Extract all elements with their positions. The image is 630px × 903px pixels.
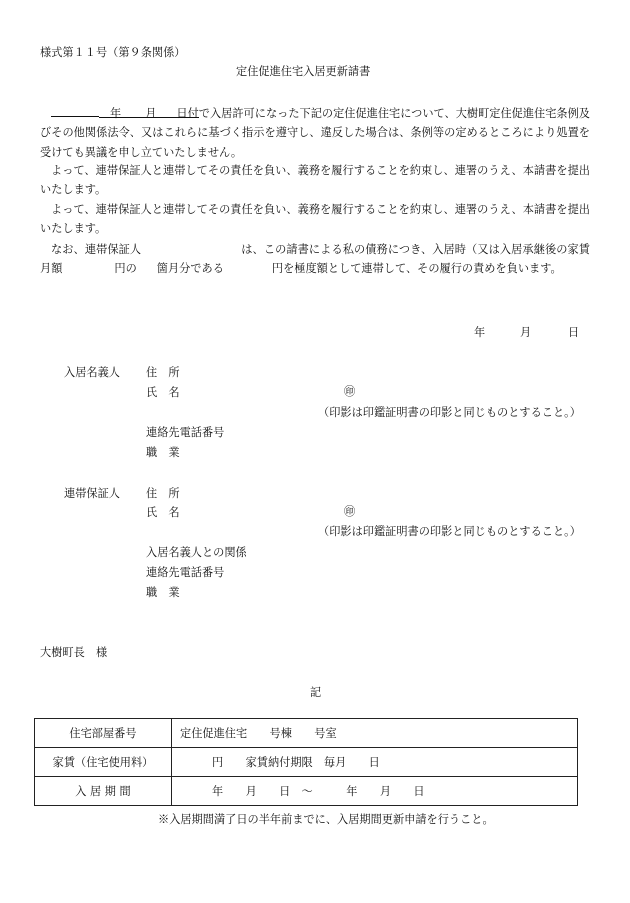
room-number-label: 住宅部屋番号 (35, 719, 172, 748)
room-number-value: 定住促進住宅 号棟 号室 (172, 719, 578, 748)
form-number: 様式第１１号（第９条関係） (40, 46, 186, 59)
tenant-address-label: 住 所 (146, 366, 180, 379)
date-day: 日 (568, 326, 580, 339)
tenant-occupation-label: 職 業 (146, 446, 180, 459)
date-year: 年 (474, 326, 486, 339)
day-label: 日付 (176, 107, 199, 120)
table-row (35, 719, 578, 748)
paragraph-4 (40, 240, 590, 279)
p4-c: 円の (114, 262, 137, 276)
guarantor-name-label: 氏 名 (146, 506, 180, 519)
tenant-seal-note: （印影は印鑑証明書の印影と同じものとすること。） (318, 406, 581, 419)
period-value: 年 月 日 〜 年 月 日 (172, 777, 578, 806)
table-row (35, 777, 578, 806)
details-table (34, 718, 578, 806)
document-title: 定住促進住宅入居更新請書 (236, 65, 371, 78)
guarantor-address-label: 住 所 (146, 487, 180, 500)
date-month: 月 (520, 326, 532, 339)
guarantor-seal-mark: ㊞ (344, 505, 356, 518)
month-label: 月 (145, 107, 157, 120)
underlined-date (99, 104, 199, 118)
rent-value: 円 家賃納付期限 毎月 日 (172, 748, 578, 777)
paragraph-1-text: で入居許可になった下記の定住促進住宅について、大樹町定住促進住宅条例及びその他関係法令、又はこれらに基づく指示を遵守し、違反した場合は、条例等の定めるところにより処置を受けても異議を申し立ていたしません。 (40, 107, 590, 159)
guarantor-phone-label: 連絡先電話番号 (146, 566, 225, 579)
tenant-seal-mark: ㊞ (344, 385, 356, 398)
paragraph-2: よって、連帯保証人と連帯してその責任を負い、義務を履行することを約束し、連署のうえ、本請書を提出いたします。 (40, 164, 590, 197)
ki-heading: 記 (310, 686, 322, 699)
p4-d: 箇月分である (156, 262, 224, 276)
p4-b: は、この請書による私の債務につき、入居時（又は入居承継後の家賃月額 (40, 243, 590, 276)
guarantor-heading: 連帯保証人 (64, 487, 120, 500)
rent-label: 家賃（住宅使用料） (35, 748, 172, 777)
year-label: 年 (110, 107, 122, 120)
p4-e: 円を極度額として連帯して、その履行の責めを負います。 (271, 262, 562, 276)
tenant-name-label: 氏 名 (146, 386, 180, 399)
tenant-heading: 入居名義人 (64, 366, 120, 379)
paragraph-1 (40, 103, 590, 162)
p4-a: なお、連帯保証人 (51, 243, 142, 256)
guarantor-relation-label: 入居名義人との関係 (146, 546, 247, 559)
guarantor-seal-note: （印影は印鑑証明書の印影と同じものとすること。） (318, 525, 581, 538)
table-row (35, 748, 578, 777)
paragraph-3: よって、連帯保証人と連帯してその責任を負い、義務を履行することを約束し、連署のうえ、本請書を提出いたします。 (40, 203, 590, 236)
guarantor-occupation-label: 職 業 (146, 586, 180, 599)
footnote: ※入居期間満了日の半年前までに、入居期間更新申請を行うこと。 (158, 813, 494, 826)
tenant-phone-label: 連絡先電話番号 (146, 426, 225, 439)
year-blank (51, 103, 99, 117)
addressee: 大樹町長 様 (40, 646, 108, 659)
period-label: 入 居 期 間 (35, 777, 172, 806)
